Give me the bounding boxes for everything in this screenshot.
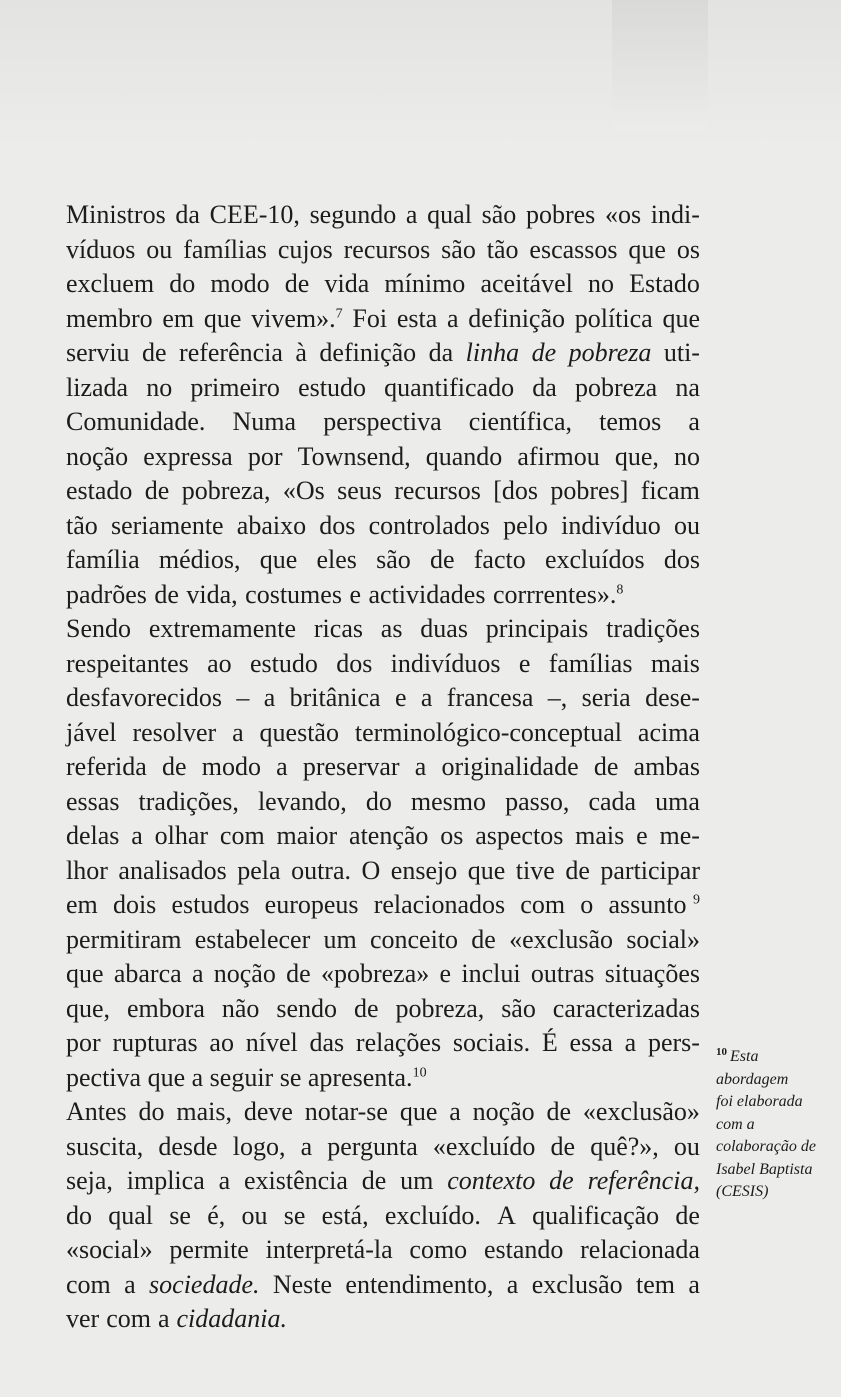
text-line-30: do qual se é, ou se está, excluído. A qualificação de (66, 1200, 700, 1230)
text-line-26: pectiva que a seguir se apresenta.$^{10}$ (66, 1062, 427, 1092)
text-line-25: por rupturas ao nível das relações sociais. É essa a pers- (66, 1028, 700, 1057)
text-line-21: em dois estudos europeus relacionados com o assunto $^9$ (66, 890, 700, 919)
text-line-9: estado de pobreza, «Os seus recursos [dos pobres] ficam (66, 476, 700, 505)
text-line-13: Sendo extremamente ricas as duas principais tradições (66, 614, 700, 643)
footnote-ref-7: 7 (335, 305, 343, 321)
text-line-3: excluem do modo de vida mínimo aceitável no Estado (66, 269, 700, 298)
text-line-27: Antes do mais, deve notar-se que a noção de «exclusão» (66, 1097, 700, 1126)
text-line-4: membro em que vivem».$^7$ Foi esta a definição política que (66, 303, 700, 333)
text-line-32: com a sociedade. Neste entendimento, a exclusão tem a (66, 1268, 700, 1303)
text-line-19: delas a olhar com maior atenção os aspectos mais e me- (66, 821, 700, 850)
footnote-ref-10: 10 (412, 1064, 427, 1080)
text-line-17: referida de modo a preservar a originalidade de ambas (66, 752, 700, 781)
text-line-29: seja, implica a existência de um contexto de referência, (66, 1164, 700, 1199)
text-line-5: serviu de referência à definição da linha de pobreza uti- (66, 336, 700, 371)
text-line-28: suscita, desde logo, a pergunta «excluído de quê?», ou (66, 1131, 700, 1161)
margin-footnote-10: $^{10}$ Esta abordagem foi elaborada com a colaboração de Isabel Baptista (CESIS) (716, 1045, 816, 1200)
margin-note-number: 10 (716, 1045, 727, 1058)
text-line-8: noção expressa por Townsend, quando afirmou que, no (66, 441, 700, 471)
emphasis-linha: linha (465, 338, 520, 367)
emphasis-cidadania: cidadania. (176, 1304, 288, 1333)
text-line-11: família médios, que eles são de facto excluídos dos (66, 545, 700, 574)
text-line-14: respeitantes ao estudo dos indivíduos e famílias mais (66, 648, 700, 678)
text-line-12: padrões de vida, costumes e actividades corrrentes».$^8$ (66, 579, 624, 609)
text-line-23: que abarca a noção de «pobreza» e inclui outras situações (66, 959, 700, 988)
footnote-ref-9: 9 (692, 892, 700, 908)
scan-corner-mark (612, 0, 708, 130)
text-line-7: Comunidade. Numa perspectiva científica, temos a (66, 407, 700, 436)
text-line-16: jável resolver a questão terminológico-conceptual acima (66, 717, 700, 747)
text-line-24: que, embora não sendo de pobreza, são caracterizadas (66, 993, 700, 1023)
text-line-15: desfavorecidos – a britânica e a francesa –, seria dese- (66, 683, 700, 712)
text-line-10: tão seriamente abaixo dos controlados pelo indivíduo ou (66, 510, 700, 540)
text-line-20: lhor analisados pela outra. O ensejo que tive de participar (66, 855, 700, 885)
text-line-6: lizada no primeiro estudo quantificado da pobreza na (66, 372, 700, 402)
footnote-ref-8: 8 (616, 581, 624, 597)
text-line-33: ver com a cidadania. (66, 1302, 700, 1337)
text-line-1: Ministros da CEE-10, segundo a qual são pobres «os indi- (66, 200, 700, 229)
emphasis-contexto: contexto (447, 1166, 536, 1195)
text-line-2: víduos ou famílias cujos recursos são tão escassos que os (66, 234, 700, 264)
emphasis-sociedade: sociedade. (149, 1269, 260, 1299)
page-top-shading (0, 0, 841, 150)
text-line-22: permitiram estabelecer um conceito de «exclusão social» (66, 924, 700, 954)
body-paragraphs (66, 198, 700, 1337)
text-line-31: «social» permite interpretá-la como estando relacionada (66, 1235, 700, 1264)
text-line-18: essas tradições, levando, do mesmo passo, cada uma (66, 786, 700, 816)
